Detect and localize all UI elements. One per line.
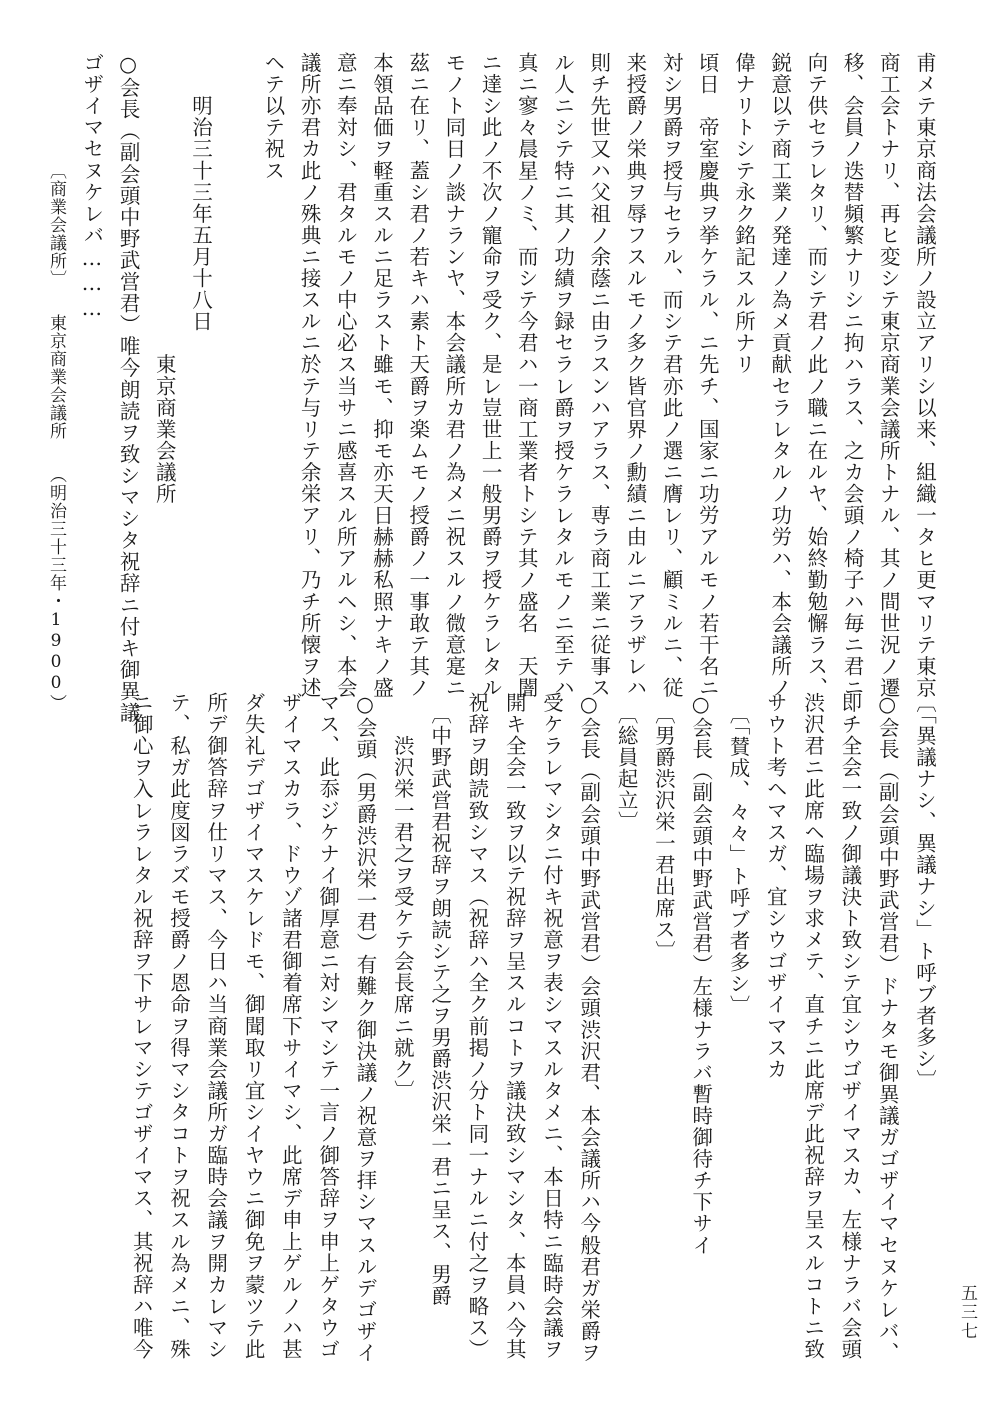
- text-line: 〔「異議ナシ、異議ナシ」ト呼ブ者多シ〕: [912, 692, 937, 1092]
- footer-date: （明治三十三年・1900）: [46, 466, 66, 712]
- text-line: 東京商業会議所: [152, 52, 177, 505]
- text-column: [297, 52, 322, 699]
- text-line: 鋭意以テ商工業ノ発達ノ為メ貢献セラレタルノ功労ハ、本会議所ノ: [767, 52, 792, 699]
- text-column: [876, 52, 901, 699]
- text-column: [81, 52, 102, 662]
- text-line: 偉ナリトシテ永ク銘記スル所ナリ: [731, 52, 756, 376]
- page-number: 五三七: [957, 1284, 977, 1341]
- text-column: [405, 52, 430, 699]
- text-column: [653, 692, 674, 1342]
- text-column: [166, 692, 191, 1361]
- text-column: [502, 692, 527, 1361]
- text-column: [203, 692, 228, 1361]
- text-column: [912, 52, 937, 699]
- text-column: [315, 692, 340, 1361]
- text-column: [539, 692, 564, 1361]
- text-column: [116, 52, 141, 724]
- text-line: 本領品価ヲ軽重スルニ足ラスト雖モ、抑モ亦天日赫赫私照ナキノ盛: [369, 52, 394, 699]
- text-column: [369, 52, 394, 699]
- text-line: 明治三十三年五月十八日: [188, 52, 213, 333]
- text-line: ○会長（副会頭中野武営君）ドナタモ御異議ガゴザイマセヌケレバ、: [875, 692, 900, 1364]
- text-line: 則チ先世又ハ父祖ノ余蔭ニ由ラスンハアラス、専ラ商工業ニ従事ス: [586, 52, 611, 699]
- text-line: マス、此忝ジケナイ御厚意ニ対シマシテ一言ノ御答辞ヲ申上ゲタウゴ: [315, 692, 340, 1361]
- footer-section: 〔商業会議所〕: [46, 162, 66, 288]
- text-line: サウト考ヘマスガ、宜シウゴザイマスカ: [763, 692, 788, 1080]
- footer-organization: 東京商業会議所: [46, 314, 66, 440]
- text-line: ダ失礼デゴザイマスケレドモ、御聞取リ宜シイヤウニ御免ヲ蒙ツテ此: [241, 692, 266, 1361]
- text-line: ニ御心ヲ入レラレタル祝辞ヲ下サレマシテゴザイマス、其祝辞ハ唯今: [129, 692, 154, 1361]
- text-line: 意ニ奉対シ、君タルモノ中心必ス当サニ感喜スル所アルヘシ、本会: [333, 52, 358, 699]
- text-column: [190, 52, 211, 662]
- text-column: [695, 52, 720, 699]
- text-column: [154, 52, 175, 662]
- text-column: [733, 52, 754, 662]
- text-column: [514, 52, 539, 699]
- text-line: 真ニ寥々晨星ノミ、而シテ今君ハ一商工業者トシテ其ノ盛名 天闇: [514, 52, 539, 699]
- text-column: [429, 692, 450, 1342]
- text-column: [622, 52, 647, 699]
- text-column: [659, 52, 684, 699]
- text-column: [278, 692, 303, 1361]
- text-column: [690, 692, 711, 1342]
- text-line: モノト同日ノ談ナランヤ、本会議所カ君ノ為メニ祝スルノ微意寔ニ: [441, 52, 466, 699]
- text-column: [875, 692, 900, 1364]
- text-column: [767, 52, 792, 699]
- text-line: 〔総員起立〕: [614, 692, 639, 833]
- text-line: 商工会トナリ、再ヒ変シテ東京商業会議所トナル、其ノ間世況ノ遷: [876, 52, 901, 699]
- text-line: 渋沢君ニ此席ヘ臨場ヲ求メテ、直チニ此席デ此祝辞ヲ呈スルコトニ致: [800, 692, 825, 1361]
- text-line: 甫メテ東京商法会議所ノ設立アリシ以来、組織一タヒ更マリテ東京: [912, 52, 937, 699]
- text-line: ○会長（副会頭中野武営君）唯今朗読ヲ致シマシタ祝辞ニ付キ御異議: [116, 52, 141, 724]
- text-line: 開キ全会一致ヲ以テ祝辞ヲ呈スルコトヲ議決致シマシタ、本員ハ今其: [502, 692, 527, 1361]
- text-column: [765, 692, 786, 1342]
- text-line: 茲ニ在リ、蓋シ君ノ若キハ素ト天爵ヲ楽ムモノ授爵ノ一事敢テ其ノ: [405, 52, 430, 699]
- text-column: [800, 692, 825, 1361]
- text-line: ○会長（副会頭中野武営君）会頭渋沢君、本会議所ハ今般君ガ栄爵ヲ: [576, 692, 601, 1364]
- text-line: ニ達シ此ノ不次ノ寵命ヲ受ク、是レ豈世上一般男爵ヲ授ケラレタル: [478, 52, 503, 699]
- text-line: 受ケラレマシタニ付キ祝意ヲ表シマスルタメニ、本日特ニ臨時会議ヲ: [539, 692, 564, 1361]
- page-footer: [44, 162, 69, 712]
- text-line: ○会長（副会頭中野武営君）左様ナラバ暫時御待チ下サイ: [688, 692, 713, 1256]
- text-line: 議所亦君カ此ノ殊典ニ接スルニ於テ与リテ余栄アリ、乃チ所懐ヲ述: [297, 52, 322, 699]
- text-column: [392, 692, 413, 1342]
- text-column: [333, 52, 358, 699]
- text-column: [241, 692, 266, 1361]
- text-line: ヘテ以テ祝ス: [260, 52, 285, 182]
- text-column: [837, 692, 862, 1361]
- text-line: ○会頭（男爵渋沢栄一君）有難ク御決議ノ祝意ヲ拝シマスルデゴザイ: [353, 692, 377, 1364]
- text-line: ル人ニシテ特ニ其ノ功績ヲ録セラレ爵ヲ授ケラレタルモノニ至テハ: [550, 52, 575, 699]
- text-line: 渋沢栄一君之ヲ受ケテ会長席ニ就ク〕: [390, 692, 415, 1102]
- text-line: 移、会員ノ迭替頻繁ナリシニ拘ハラス、之カ会頭ノ椅子ハ毎ニ君ニ: [840, 52, 865, 699]
- text-line: 所デ御答辞ヲ仕リマス、今日ハ当商業会議所ガ臨時会議ヲ開カレマシ: [203, 692, 228, 1361]
- text-column: [586, 52, 611, 699]
- text-line: 対シ男爵ヲ授与セラル、而シテ君亦此ノ選ニ膺レリ、顧ミルニ、従: [659, 52, 684, 699]
- text-line: 〔中野武営君祝辞ヲ朗読シテ之ヲ男爵渋沢栄一君ニ呈ス、男爵: [427, 692, 452, 1307]
- text-column: [550, 52, 575, 699]
- text-column: [478, 52, 503, 699]
- text-line: 〔男爵渋沢栄一君出席ス〕: [651, 692, 676, 962]
- text-line: 向テ供セラレタリ、而シテ君ノ此ノ職ニ在ルヤ、始終勤勉懈ラス、: [803, 52, 828, 699]
- text-line: ゴザイマセヌケレバ………: [79, 52, 104, 322]
- text-line: 〔「賛成、々々」ト呼ブ者多シ〕: [726, 692, 750, 1017]
- text-column: [803, 52, 828, 699]
- text-column: [262, 52, 283, 662]
- text-column: [353, 692, 377, 1364]
- text-line: 祝辞ヲ朗読致シマス（祝辞ハ全ク前掲ノ分ト同一ナルニ付之ヲ略ス）: [464, 692, 489, 1361]
- text-column: [464, 692, 489, 1361]
- text-line: ザイマスカラ、ドウゾ諸君御着席下サイマシ、此席デ申上ゲルノハ甚: [278, 692, 303, 1361]
- text-column: [129, 692, 154, 1361]
- text-line: テ、私ガ此度図ラズモ授爵ノ恩命ヲ得マシタコトヲ祝スル為メニ、殊: [166, 692, 191, 1361]
- text-line: 頃日 帝室慶典ヲ挙ケラル、ニ先チ、国家ニ功労アルモノ若干名ニ: [695, 52, 720, 699]
- text-column: [616, 692, 637, 1342]
- text-column: [914, 692, 935, 1342]
- text-line: 即チ全会一致ノ御議決ト致シテ宜シウゴザイマスカ、左様ナラバ会頭: [837, 692, 862, 1361]
- text-column: [728, 692, 749, 1342]
- text-column: [840, 52, 865, 699]
- text-line: 来授爵ノ栄典ヲ辱フスルモノ多ク皆官界ノ勳績ニ由ルニアラザレハ: [622, 52, 647, 699]
- text-column: [576, 692, 601, 1364]
- text-column: [441, 52, 466, 699]
